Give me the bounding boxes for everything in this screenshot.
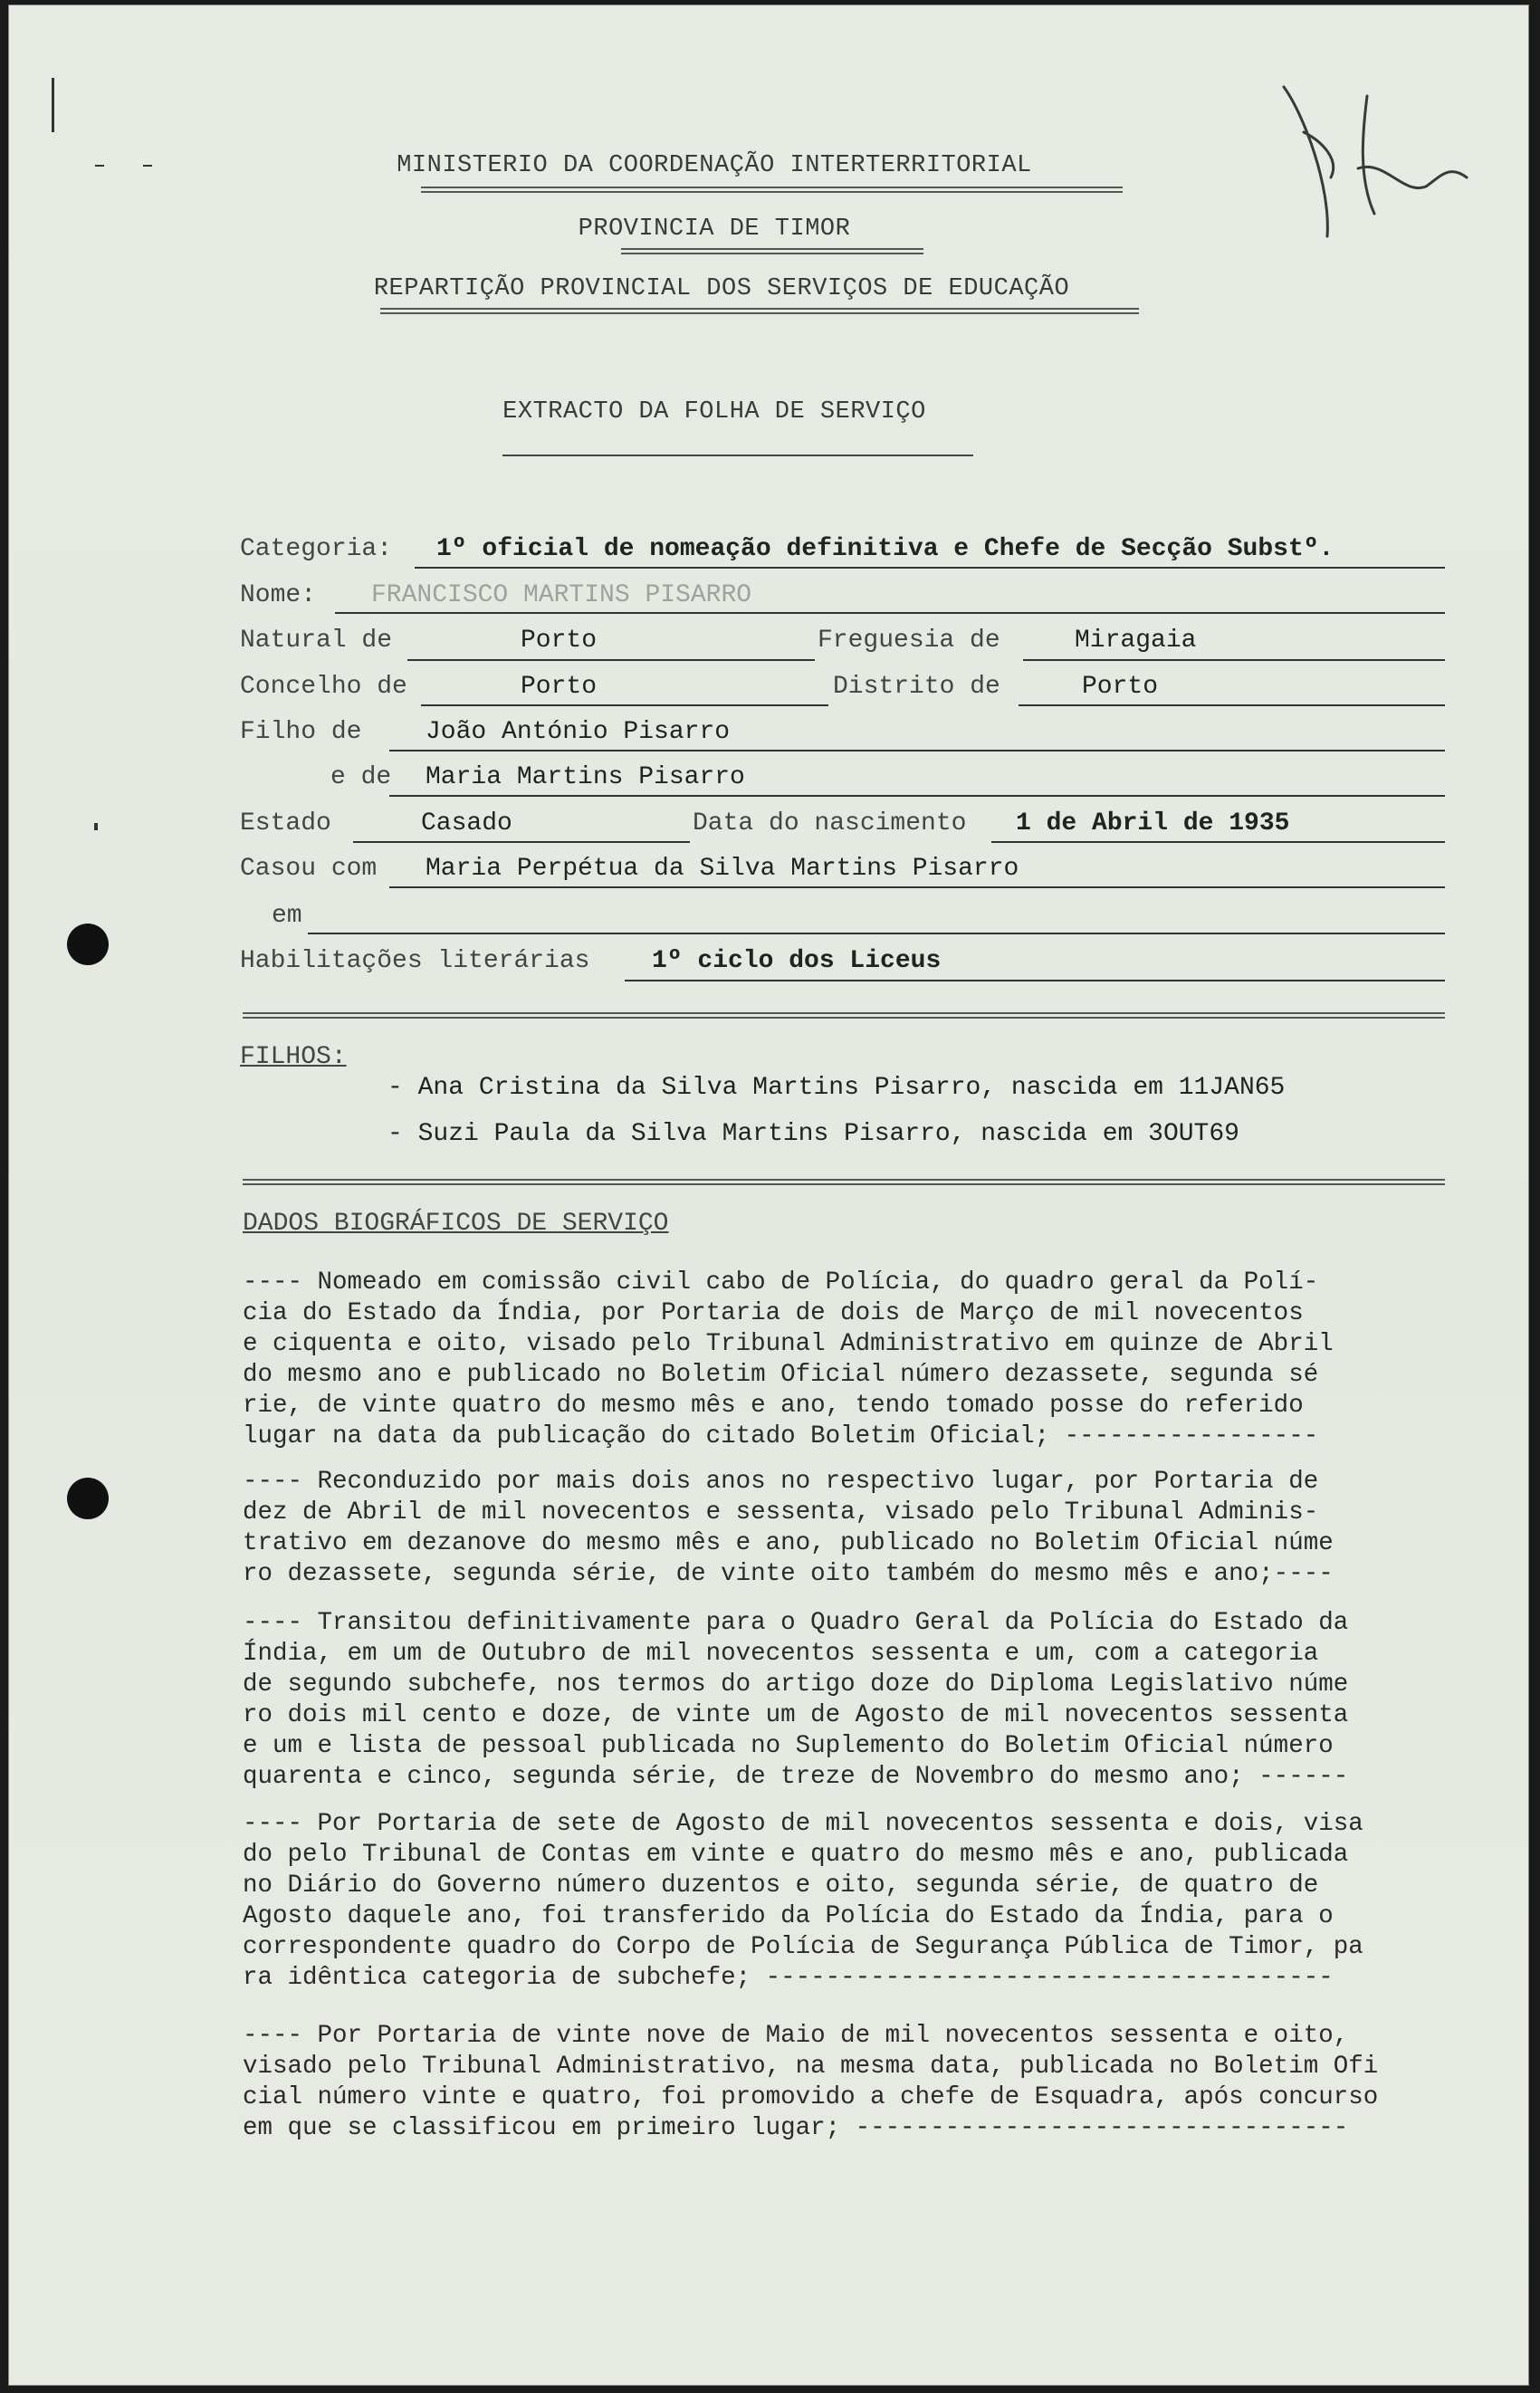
biografia-paragraph [243,2021,1510,2144]
biografia-line: ---- Nomeado em comissão civil cabo de Polícia, do quadro geral da Polí- [243,1268,1319,1297]
biografia-line: ra idêntica categoria de subchefe; -------------------------------------- [243,1964,1334,1992]
biografia-line: quarenta e cinco, segunda série, de treze de Novembro do mesmo ano; ------ [243,1763,1349,1791]
section-double-rule [243,1179,1445,1185]
categoria-label: Categoria: [240,535,393,563]
casou-line [389,886,1445,888]
mae-value: Maria Martins Pisarro [426,763,745,791]
habilitacoes-line [625,980,1445,981]
punch-hole-top [67,924,109,965]
em-line [308,933,1445,934]
biografia-line: lugar na data da publicação do citado Boletim Oficial; ----------------- [243,1422,1319,1450]
freguesia-line [1023,659,1445,661]
biografia-paragraph [243,1467,1510,1590]
biografia-line: ---- Transitou definitivamente para o Quadro Geral da Polícia do Estado da [243,1609,1349,1637]
margin-mark [52,78,54,132]
biografia-paragraph [243,1268,1510,1452]
biografia-line: ro dezassete, segunda série, de vinte oito também do mesmo mês e ano;---- [243,1560,1334,1588]
nascimento-line [991,841,1445,843]
biografia-line: ---- Por Portaria de vinte nove de Maio de mil novecentos sessenta e oito, [243,2022,1349,2050]
estado-label: Estado [240,809,331,838]
biografia-line: dez de Abril de mil novecentos e sessenta, visado pelo Tribunal Adminis- [243,1498,1319,1527]
biografia-line: Agosto daquele ano, foi transferido da Polícia do Estado da Índia, para o [243,1902,1334,1930]
province-heading: PROVINCIA DE TIMOR [578,215,851,243]
distrito-line [1019,704,1445,706]
natural-value: Porto [521,627,598,655]
concelho-label: Concelho de [240,673,407,701]
biografia-line: em que se classificou em primeiro lugar; --------------------------------- [243,2114,1349,2142]
categoria-value: 1º oficial de nomeação definitiva e Chefe de Secção Substº. [436,535,1334,563]
department-heading: REPARTIÇÃO PROVINCIAL DOS SERVIÇOS DE EDUCAÇÃO [373,275,1070,302]
biografia-line: e ciquenta e oito, visado pelo Tribunal Administrativo em quinze de Abril [243,1330,1334,1358]
biografia-line: ---- Reconduzido por mais dois anos no respectivo lugar, por Portaria de [243,1468,1319,1496]
natural-label: Natural de [240,627,393,655]
biografia-line: ro dois mil cento e doze, de vinte um de Agosto de mil novecentos sessenta [243,1701,1349,1729]
filho-item: - Ana Cristina da Silva Martins Pisarro, nascida em 11JAN65 [387,1074,1286,1102]
e-de-label: e de [330,763,392,791]
biografia-line: cia do Estado da Índia, por Portaria de dois de Março de mil novecentos [243,1299,1304,1327]
concelho-line [421,704,828,706]
distrito-value: Porto [1082,673,1159,701]
ministry-heading: MINISTERIO DA COORDENAÇÃO INTERTERRITORIAL [397,152,1032,179]
filho-item: - Suzi Paula da Silva Martins Pisarro, nascida em 3OUT69 [387,1120,1239,1148]
biografia-heading: DADOS BIOGRÁFICOS DE SERVIÇO [243,1210,669,1238]
filho-label: Filho de [240,718,362,746]
nascimento-label: Data do nascimento [693,809,967,838]
distrito-label: Distrito de [833,673,1000,701]
nome-line [335,612,1445,614]
estado-value: Casado [421,809,512,838]
nome-value: FRANCISCO MARTINS PISARRO [371,581,752,609]
document-title: EXTRACTO DA FOLHA DE SERVIÇO [502,398,926,426]
biografia-line: trativo em dezanove do mesmo mês e ano, publicado no Boletim Oficial núme [243,1529,1334,1557]
biografia-line: visado pelo Tribunal Administrativo, na mesma data, publicada no Boletim Ofi [243,2053,1379,2081]
biografia-line: do pelo Tribunal de Contas em vinte e quatro do mesmo mês e ano, publicada [243,1841,1349,1869]
section-double-rule [243,1012,1445,1019]
biografia-line: do mesmo ano e publicado no Boletim Oficial número dezassete, segunda sé [243,1361,1319,1389]
casou-value: Maria Perpétua da Silva Martins Pisarro [426,855,1019,883]
biografia-line: ---- Por Portaria de sete de Agosto de mil novecentos sessenta e dois, visa [243,1810,1363,1838]
biografia-line: rie, de vinte quatro do mesmo mês e ano, tendo tomado posse do referido [243,1392,1304,1420]
ministry-double-rule [421,187,1123,193]
biografia-paragraph [243,1608,1510,1793]
mae-line [389,795,1445,797]
biografia-line: cial número vinte e quatro, foi promovido a chefe de Esquadra, após concurso [243,2083,1379,2111]
estado-line [353,841,690,843]
filhos-heading: FILHOS: [240,1043,347,1071]
pai-value: João António Pisarro [426,718,731,746]
nome-label: Nome: [240,581,317,609]
margin-mark [94,823,98,830]
pai-line [389,750,1445,751]
freguesia-label: Freguesia de [818,627,1000,655]
biografia-line: Índia, em um de Outubro de mil novecentos sessenta e um, com a categoria [243,1640,1319,1668]
biografia-line: e um e lista de pessoal publicada no Suplemento do Boletim Oficial número [243,1732,1334,1760]
document-sheet [9,5,1528,2385]
nascimento-value: 1 de Abril de 1935 [1016,809,1290,838]
concelho-value: Porto [521,673,598,701]
freguesia-value: Miragaia [1075,627,1197,655]
biografia-line: de segundo subchefe, nos termos do artigo doze do Diploma Legislativo núme [243,1670,1349,1699]
biografia-line: correspondente quadro do Corpo de Polícia de Segurança Pública de Timor, pa [243,1933,1363,1961]
biografia-paragraph [243,1809,1510,1994]
punch-hole-bottom [67,1478,109,1519]
province-double-rule [621,248,923,254]
em-label: em [272,902,302,930]
habilitacoes-value: 1º ciclo dos Liceus [652,947,942,975]
biografia-line: no Diário do Governo número duzentos e oito, segunda série, de quatro de [243,1871,1319,1900]
categoria-line [415,567,1445,569]
habilitacoes-label: Habilitações literárias [240,947,590,975]
casou-label: Casou com [240,855,378,883]
title-rule [502,455,973,456]
department-double-rule [380,308,1139,314]
natural-line [407,659,815,661]
